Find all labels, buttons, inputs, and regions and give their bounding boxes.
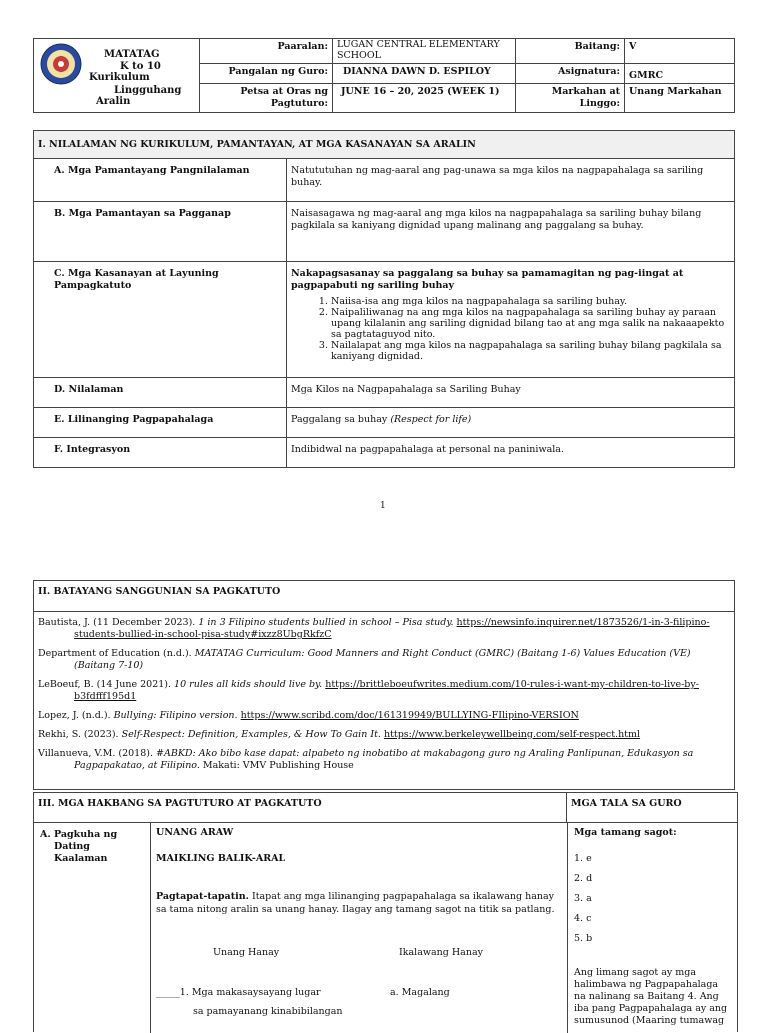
matatag-label: MATATAG	[104, 49, 160, 60]
objectives-list	[291, 296, 730, 362]
unang-araw: UNANG ARAW	[156, 827, 234, 838]
row-c-label: C. Mga Kasanayan at Layuning Pampagkatuto	[34, 262, 287, 378]
ref-link[interactable]: https://brittleboeufwrites.medium.com/10-rules-i-want-my-children-to-live-by-b3fdfff195d1	[74, 679, 699, 702]
section1-title: I. NILALAMAN NG KURIKULUM, PAMANTAYAN, AT MGA KASANAYAN SA ARALIN	[34, 131, 735, 159]
section3-box	[33, 792, 738, 1032]
section1-table	[33, 130, 735, 468]
list-item: 1. Naiisa-isa ang mga kilos na nagpapahalaga sa sariling buhay.	[331, 296, 730, 307]
k-to-10-label: K to 10	[120, 61, 161, 72]
matching-item-1-cont: sa pamayanang kinabibilangan	[193, 1006, 343, 1017]
markahan-value: Unang Markahan	[625, 84, 735, 113]
list-item: 2. Naipaliliwanag na ang mga kilos na nagpapahalaga sa sariling buhay ay paraan upang kilalanin ang sariling dignidad bilang tao at ang mga salik na nakaaapekto sa pagtataguyod nito.	[331, 307, 730, 340]
step-a-label	[40, 829, 144, 865]
ref-title: #ABKD: Ako bibo kase dapat: alpabeto ng inobatibo at makabagong guro ng Araling Panlipunan, Edukasyon sa Pagpapakatao, at Filipino.	[74, 748, 694, 771]
ref-title: MATATAG Curriculum: Good Manners and Right Conduct (GMRC) (Baitang 1-6) Values Education (VE) (Baitang 7-10)	[74, 648, 691, 671]
deped-seal-icon	[40, 43, 82, 85]
row-e-value	[287, 408, 735, 438]
row-e-label: E. Lilinanging Pagpapahalaga	[34, 408, 287, 438]
asignatura-value: GMRC	[625, 64, 735, 84]
paaralan-value: LUGAN CENTRAL ELEMENTARY SCHOOL	[333, 39, 516, 64]
ref-text: Villanueva, V.M. (2018).	[38, 748, 157, 759]
section2-title: II. BATAYANG SANGGUNIAN SA PAGKATUTO	[34, 581, 734, 612]
petsa-value: JUNE 16 – 20, 2025 (WEEK 1)	[333, 84, 516, 113]
section3-title: III. MGA HAKBANG SA PAGTUTURO AT PAGKATUTO	[34, 793, 567, 823]
matching-item-1: _____1. Mga makasaysayang lugar	[156, 987, 321, 998]
answers-title: Mga tamang sagot:	[574, 827, 677, 838]
aralin-label: Aralin	[96, 96, 131, 107]
ref-title: Bullying: Filipino version.	[113, 710, 238, 721]
section2-box	[33, 580, 735, 790]
ref-title: 1 in 3 Filipino students bullied in school – Pisa study.	[198, 617, 454, 628]
unang-hanay-header: Unang Hanay	[213, 947, 280, 958]
row-a-label: A. Mga Pamantayang Pangnilalaman	[34, 159, 287, 202]
column-divider	[150, 823, 151, 1033]
row-e-italic: (Respect for life)	[390, 414, 472, 425]
list-item: 3. a	[574, 893, 592, 904]
row-d-label: D. Nilalaman	[34, 378, 287, 408]
list-item: 5. b	[574, 933, 593, 944]
list-item: 1. e	[574, 853, 592, 864]
row-e-text: Paggalang sa buhay	[291, 414, 391, 425]
ref-title: 10 rules all kids should live by.	[174, 679, 323, 690]
ref-text: Rekhi, S. (2023).	[38, 729, 122, 740]
ref-text: LeBoeuf, B. (14 June 2021).	[38, 679, 175, 690]
row-c-heading: Nakapagsasanay sa paggalang sa buhay sa pamamagitan ng pag-iingat at pagpapabuti ng sariling buhay	[291, 268, 684, 291]
row-b-label: B. Mga Pamantayan sa Pagganap	[34, 202, 287, 262]
markahan-label: Markahan at Linggo:	[516, 84, 625, 113]
row-a-value: Natututuhan ng mag-aaral ang pag-unawa sa mga kilos na nagpapahalaga sa sariling buhay.	[287, 159, 735, 202]
kurikulum-label: Kurikulum	[89, 72, 150, 83]
column-divider	[567, 823, 568, 1033]
header-logo-cell	[34, 39, 200, 113]
ikalawang-hanay-header: Ikalawang Hanay	[399, 947, 483, 958]
instructions-title: Pagtapat-tapatin.	[156, 891, 249, 902]
list-item	[38, 679, 730, 703]
paaralan-label: Paaralan:	[200, 39, 333, 64]
petsa-label: Petsa at Oras ng Pagtuturo:	[200, 84, 333, 113]
ref-text: Department of Education (n.d.).	[38, 648, 195, 659]
list-item	[38, 648, 730, 672]
baitang-label: Baitang:	[516, 39, 625, 64]
option-a: a. Magalang	[390, 987, 450, 998]
row-c-value	[287, 262, 735, 378]
baitang-value: V	[625, 39, 735, 64]
ref-link[interactable]: https://www.scribd.com/doc/161319949/BULLYING-FIlipino-VERSION	[240, 710, 579, 721]
row-f-value: Indibidwal na pagpapahalaga at personal na paniniwala.	[287, 438, 735, 468]
asignatura-label: Asignatura:	[516, 64, 625, 84]
guro-label: Pangalan ng Guro:	[200, 64, 333, 84]
row-b-value: Naisasagawa ng mag-aaral ang mga kilos na nagpapahalaga sa sariling buhay bilang pagkilala sa kaniyang dignidad upang malinang ang paggalang sa buhay.	[287, 202, 735, 262]
list-item	[38, 729, 730, 741]
answers-list	[574, 849, 592, 949]
list-item	[38, 617, 730, 641]
row-f-label: F. Integrasyon	[34, 438, 287, 468]
ref-text: Bautista, J. (11 December 2023).	[38, 617, 199, 628]
maikling-balik-aral: MAIKLING BALIK-ARAL	[156, 853, 286, 864]
header-table	[33, 38, 735, 113]
list-item: 4. c	[574, 913, 592, 924]
ref-text: Lopez, J. (n.d.).	[38, 710, 114, 721]
list-item	[38, 710, 730, 722]
ref-link[interactable]: https://newsinfo.inquirer.net/1873526/1-in-3-filipino-students-bullied-in-school-pisa-study#ixzz8UbgRkfzC	[74, 617, 710, 640]
row-d-value: Mga Kilos na Nagpapahalaga sa Sariling Buhay	[287, 378, 735, 408]
page-number: 1	[380, 501, 386, 511]
ref-text: Makati: VMV Publishing House	[199, 760, 354, 771]
list-item	[38, 748, 730, 772]
guro-value: DIANNA DAWN D. ESPILOY	[333, 64, 516, 84]
ref-link[interactable]: https://www.berkeleywellbeing.com/self-respect.html	[383, 729, 641, 740]
list-item: 3. Nailalapat ang mga kilos na nagpapahalaga sa sariling buhay bilang pagkilala sa kaniyang dignidad.	[331, 340, 730, 362]
notes-title: MGA TALA SA GURO	[567, 793, 737, 823]
ref-title: Self-Respect: Definition, Examples, & How To Gain It.	[121, 729, 381, 740]
teacher-note: Ang limang sagot ay mga halimbawa ng Pagpapahalaga na nalinang sa Baitang 4. Ang iba pang Pagpapahalaga ay ang sumusunod (Maaring tumawag	[574, 967, 728, 1026]
list-item: 2. d	[574, 873, 593, 884]
lingguhang-label: Lingguhang	[114, 85, 182, 96]
instructions	[156, 890, 564, 916]
instructions-text: Itapat ang mga lilinanging pagpapahalaga sa ikalawang hanay sa tama nitong aralin sa unang hanay. Ilagay ang tamang sagot na titik sa patlang.	[156, 891, 555, 915]
references-list	[34, 612, 734, 772]
step-a-text: A. Pagkuha ng Dating Kaalaman	[40, 829, 118, 864]
